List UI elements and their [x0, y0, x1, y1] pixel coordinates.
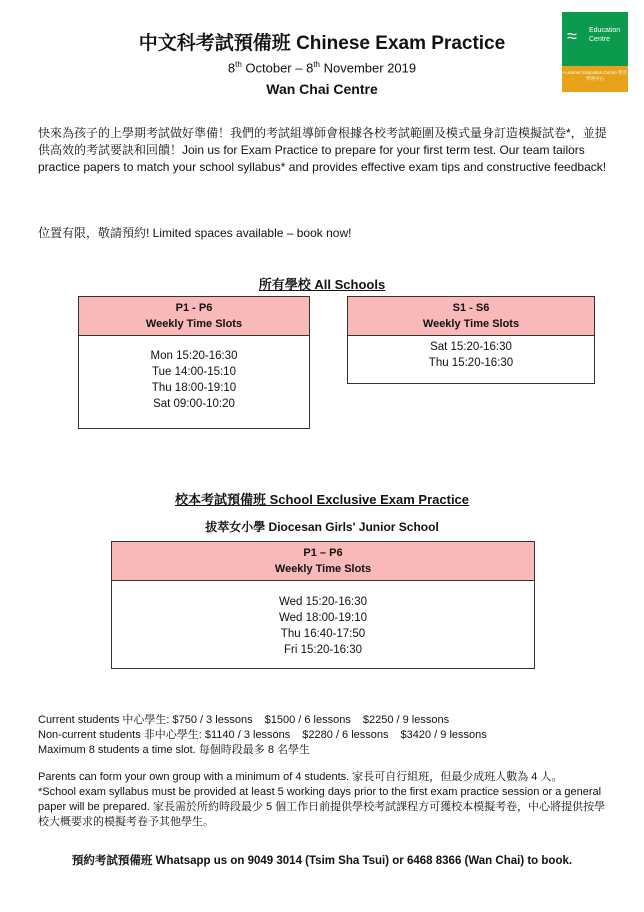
- time-slot: Thu 15:20-16:30: [428, 357, 514, 369]
- secondary-level: S1 - S6: [452, 302, 490, 314]
- all-schools-heading: 所有學校 All Schools: [258, 277, 386, 292]
- exclusive-level: P1 – P6: [303, 547, 343, 559]
- current-3-lessons: Current students 中心學生: $750 / 3 lessons: [38, 714, 253, 726]
- intro-paragraph: 快來為孩子的上學期考試做好準備！我們的考試組導師會根據各校考試範圍及模式量身訂造模擬試卷*，並提供高效的考試要訣和回饋！Join us for Exam Practice to prepare for your first term test. Our team tailors practice papers to match your school syllabus* and provides effective exam tips and constructive feedback!: [38, 126, 607, 174]
- logo-line2: Centre: [589, 36, 611, 43]
- group-note: Parents can form your own group with a minimum of 4 students. 家長可自行組班，但最少成班人數為 4 人。: [38, 771, 563, 783]
- noncurrent-9-lessons: $3420 / 9 lessons: [400, 729, 487, 741]
- start-month: October –: [241, 60, 307, 76]
- secondary-slot-list: [348, 336, 594, 371]
- education-centre-logo: [562, 12, 628, 92]
- primary-timetable-header: [79, 297, 309, 336]
- time-slot: Mon 15:20-16:30: [150, 350, 238, 362]
- booking-info: 預約考試預備班 Whatsapp us on 9049 3014 (Tsim Sha Tsui) or 6468 8366 (Wan Chai) to book.: [71, 855, 573, 867]
- syllabus-note: *School exam syllabus must be provided at least 5 working days prior to the first exam practice session or a general paper will be prepared. 家長需於所約時段最少 5 個工作日前提供學校考試課程方可獲校本模擬考卷，中心將提供按學校大概要求的模擬考卷予其他學生。: [38, 786, 606, 828]
- current-6-lessons: $1500 / 6 lessons: [264, 714, 351, 726]
- time-slot: Thu 16:40-17:50: [280, 628, 366, 640]
- secondary-timetable: [347, 296, 595, 384]
- exclusive-timetable-header: [112, 542, 534, 581]
- exclusive-slot-list: [112, 581, 534, 658]
- start-day: 8: [227, 60, 236, 76]
- primary-slots-label: Weekly Time Slots: [145, 318, 243, 330]
- time-slot: Wed 18:00-19:10: [278, 612, 368, 624]
- noncurrent-fees: [38, 728, 487, 743]
- secondary-slots-label: Weekly Time Slots: [422, 318, 520, 330]
- centre-name: Wan Chai Centre: [266, 81, 378, 97]
- secondary-timetable-header: [348, 297, 594, 336]
- end-suffix: th: [313, 60, 320, 69]
- logo-wordmark: [589, 26, 620, 44]
- page-title: 中文科考試預備班 Chinese Exam Practice: [138, 33, 506, 54]
- start-suffix: th: [235, 60, 242, 69]
- primary-level: P1 - P6: [175, 302, 213, 314]
- noncurrent-6-lessons: $2280 / 6 lessons: [302, 729, 389, 741]
- date-range: [0, 60, 644, 75]
- exclusive-heading: 校本考試預備班 School Exclusive Exam Practice: [174, 492, 470, 507]
- time-slot: Thu 18:00-19:10: [151, 382, 237, 394]
- noncurrent-3-lessons: Non-current students 非中心學生: $1140 / 3 lessons: [38, 729, 291, 741]
- time-slot: Fri 15:20-16:30: [284, 644, 362, 656]
- exclusive-timetable: [111, 541, 535, 669]
- current-fees: [38, 713, 487, 728]
- time-slot: Tue 14:00-15:10: [152, 366, 236, 378]
- end-rest: November 2019: [320, 60, 417, 76]
- notes-section: [38, 770, 613, 830]
- end-day: 8: [306, 60, 314, 76]
- fee-schedule: [38, 713, 487, 758]
- primary-timetable: [78, 296, 310, 429]
- time-slot: Wed 15:20-16:30: [278, 596, 368, 608]
- logo-swirl-icon: ≈: [567, 26, 577, 46]
- logo-subtitle: i-Learner Education Centre 智善學習中心: [562, 70, 628, 81]
- primary-slot-list: [79, 336, 309, 412]
- logo-line1: Education: [589, 27, 621, 34]
- time-slot: Sat 15:20-16:30: [430, 341, 512, 353]
- max-students-note: Maximum 8 students a time slot. 每個時段最多 8 名學生: [38, 744, 311, 756]
- exclusive-slots-label: Weekly Time Slots: [274, 563, 372, 575]
- current-9-lessons: $2250 / 9 lessons: [362, 714, 450, 726]
- limited-spaces-note: 位置有限，敬請預約! Limited spaces available – book now!: [38, 226, 352, 240]
- time-slot: Sat 09:00-10:20: [153, 398, 235, 410]
- exclusive-school-name: 拔萃女小學 Diocesan Girls' Junior School: [205, 520, 439, 534]
